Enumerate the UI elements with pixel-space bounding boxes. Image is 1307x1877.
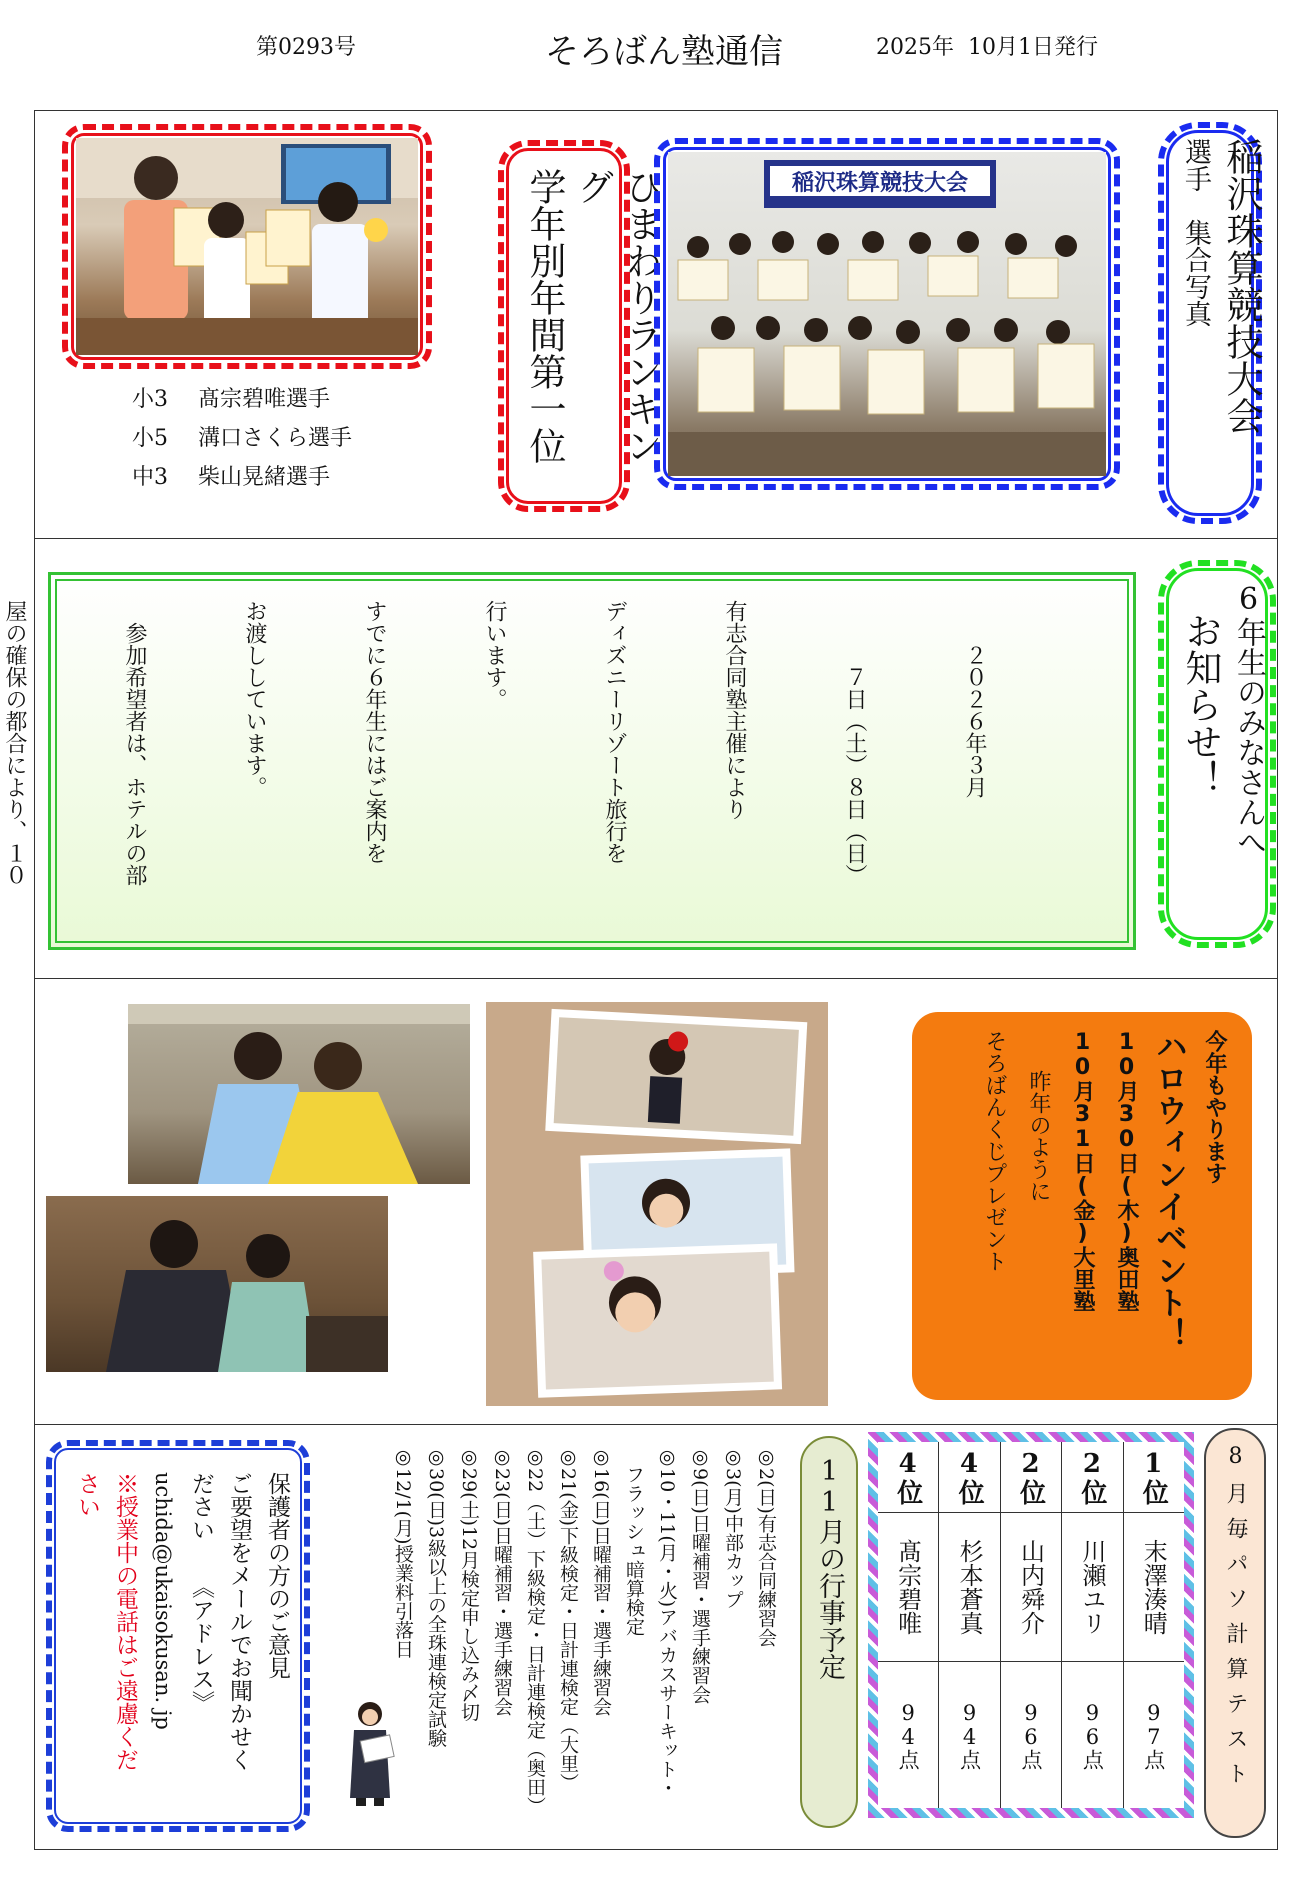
notice-heading-line: お知らせ！ xyxy=(1179,612,1222,797)
ranking-caption-line: ひまわりランキング xyxy=(571,168,662,464)
competition-caption-title: 稲沢珠算競技大会 xyxy=(1220,138,1263,434)
ranking-rank: 4位 xyxy=(878,1442,938,1513)
halloween-photo-1 xyxy=(128,1004,470,1184)
notice-body xyxy=(2,600,1074,930)
notice-heading-line: 6年生のみなさんへ xyxy=(1231,582,1266,857)
competition-caption-sub: 選手 集合写真 xyxy=(1180,138,1211,327)
schedule-item: ◎2(日)有志合同練習会 xyxy=(755,1446,777,1647)
winner-grade: 小5 xyxy=(132,426,168,451)
ranking-name: 川瀬ユリ xyxy=(1062,1513,1122,1662)
schedule-item: ◎23(日)日曜補習・選手練習会 xyxy=(491,1446,513,1717)
ranking-col xyxy=(1061,1442,1122,1808)
schedule-item: フラッシュ暗算検定 xyxy=(623,1446,645,1636)
ranking-name: 末澤湊晴 xyxy=(1124,1513,1184,1662)
schedule-item: ◎22（土）下級検定・日計連検定（奥田） xyxy=(524,1446,546,1816)
halloween-line-5: 昨年のように xyxy=(1026,1070,1051,1202)
ranking-table xyxy=(868,1432,1194,1818)
contact-text xyxy=(76,1472,296,1812)
halloween-line-1: 今年もやります xyxy=(1202,1030,1227,1184)
ranking-col xyxy=(1000,1442,1061,1808)
schedule-item: ◎21(金)下級検定・日計連検定（大里） xyxy=(557,1446,579,1793)
notice-heading xyxy=(1176,582,1272,922)
halloween-line-6: そろばんくじプレゼント xyxy=(982,1030,1007,1272)
ranking-score: 94点 xyxy=(957,1700,982,1770)
ranking-name: 山内舜介 xyxy=(1001,1513,1061,1662)
winner-name: 柴山晃緒選手 xyxy=(198,465,331,490)
contact-line: 保護者の方のご意見 xyxy=(264,1472,290,1679)
divider-1 xyxy=(34,538,1278,539)
halloween-line-3: 10月30日(木)奥田塾 xyxy=(1114,1030,1139,1312)
schedule-list xyxy=(386,1446,782,1826)
winner-row xyxy=(132,380,352,419)
notice-line: 参加希望者は、ホテルの部 xyxy=(122,600,147,886)
ranking-rank: 2位 xyxy=(1001,1442,1061,1513)
notice-line: 行います。 xyxy=(482,600,507,710)
group-photo-banner-text: 稲沢珠算競技大会 xyxy=(791,171,969,196)
notice-line: 屋の確保の都合により、１０ xyxy=(2,600,27,886)
halloween-collage-art xyxy=(486,1002,828,1406)
notice-line: ７日（土）８日（日） xyxy=(842,600,867,886)
schedule-title: 11月の行事予定 xyxy=(814,1456,845,1680)
winner-name: 溝口さくら選手 xyxy=(198,426,353,451)
notice-line: ２０２６年３月 xyxy=(962,600,987,798)
winners-photo xyxy=(76,138,418,355)
group-photo-art xyxy=(668,152,1106,476)
halloween-line-2: ハロウィンイベント！ xyxy=(1151,1030,1189,1350)
ranking-col xyxy=(938,1442,999,1808)
issue-date: 2025年 10月1日発行 xyxy=(876,35,1098,60)
contact-email[interactable]: uchida@ukaisokusan. jp xyxy=(151,1472,175,1730)
divider-3 xyxy=(34,1424,1278,1425)
ranking-rank: 1位 xyxy=(1124,1442,1184,1513)
ranking-score: 94点 xyxy=(896,1700,921,1770)
halloween-collage xyxy=(486,1002,828,1406)
phone-warning-cont: さい xyxy=(74,1472,100,1518)
schedule-item: ◎30(日)3級以上の全珠連検定試験 xyxy=(425,1446,447,1748)
notice-line: すでに６年生にはご案内を xyxy=(362,600,387,864)
ranking-col xyxy=(1123,1442,1184,1808)
ranking-name: 髙宗碧唯 xyxy=(878,1513,938,1662)
halloween-photo-1-art xyxy=(128,1004,470,1184)
ranking-name: 杉本蒼真 xyxy=(939,1513,999,1662)
winner-name: 髙宗碧唯選手 xyxy=(198,387,331,412)
schedule-item: ◎16(日)日曜補習・選手練習会 xyxy=(590,1446,612,1717)
ranking-col xyxy=(878,1442,938,1808)
ranking-score: 96点 xyxy=(1018,1700,1043,1770)
phone-warning: ※授業中の電話はご遠慮くだ xyxy=(112,1472,138,1771)
schedule-item: ◎29(土)12月検定申し込み〆切 xyxy=(458,1446,480,1722)
competition-caption xyxy=(1172,138,1264,508)
winners-list xyxy=(132,380,352,497)
ranking-score: 96点 xyxy=(1080,1700,1105,1770)
contact-line: ご要望をメールでお聞かせく xyxy=(226,1472,252,1771)
winner-grade: 小3 xyxy=(132,387,168,412)
ranking-title: 8月毎パソ計算テスト xyxy=(1223,1444,1248,1797)
winner-row xyxy=(132,458,352,497)
issue-number: 第0293号 xyxy=(256,35,356,60)
halloween-photo-2-art xyxy=(46,1196,388,1372)
halloween-photo-2 xyxy=(46,1196,388,1372)
winners-photo-art xyxy=(76,138,418,355)
schedule-item: ◎12/1(月)授業料引落日 xyxy=(392,1446,414,1659)
winner-grade: 中3 xyxy=(132,465,168,490)
newsletter-title: そろばん塾通信 xyxy=(545,32,783,72)
ranking-rank: 2位 xyxy=(1062,1442,1122,1513)
halloween-line-4: 10月31日(金)大里塾 xyxy=(1070,1030,1095,1312)
notice-line: 有志合同塾主催により xyxy=(722,600,747,820)
contact-line: ださい 《アドレス》 xyxy=(188,1472,214,1714)
ranking-score: 97点 xyxy=(1141,1700,1166,1770)
schedule-item: ◎10・11(月・火)アバカスサーキット・ xyxy=(656,1446,678,1798)
divider-2 xyxy=(34,978,1278,979)
schedule-item: ◎3(月)中部カップ xyxy=(722,1446,744,1609)
winner-row xyxy=(132,419,352,458)
halloween-text xyxy=(972,1030,1236,1380)
schedule-item: ◎9(日)日曜補習・選手練習会 xyxy=(689,1446,711,1704)
notice-line: ディズニーリゾート旅行を xyxy=(602,600,627,864)
group-photo xyxy=(668,152,1106,476)
notice-line: お渡ししています。 xyxy=(242,600,267,798)
ranking-caption-line: 学年別年間第一位 xyxy=(523,168,566,464)
ranking-caption xyxy=(520,168,664,498)
ranking-rank: 4位 xyxy=(939,1442,999,1513)
